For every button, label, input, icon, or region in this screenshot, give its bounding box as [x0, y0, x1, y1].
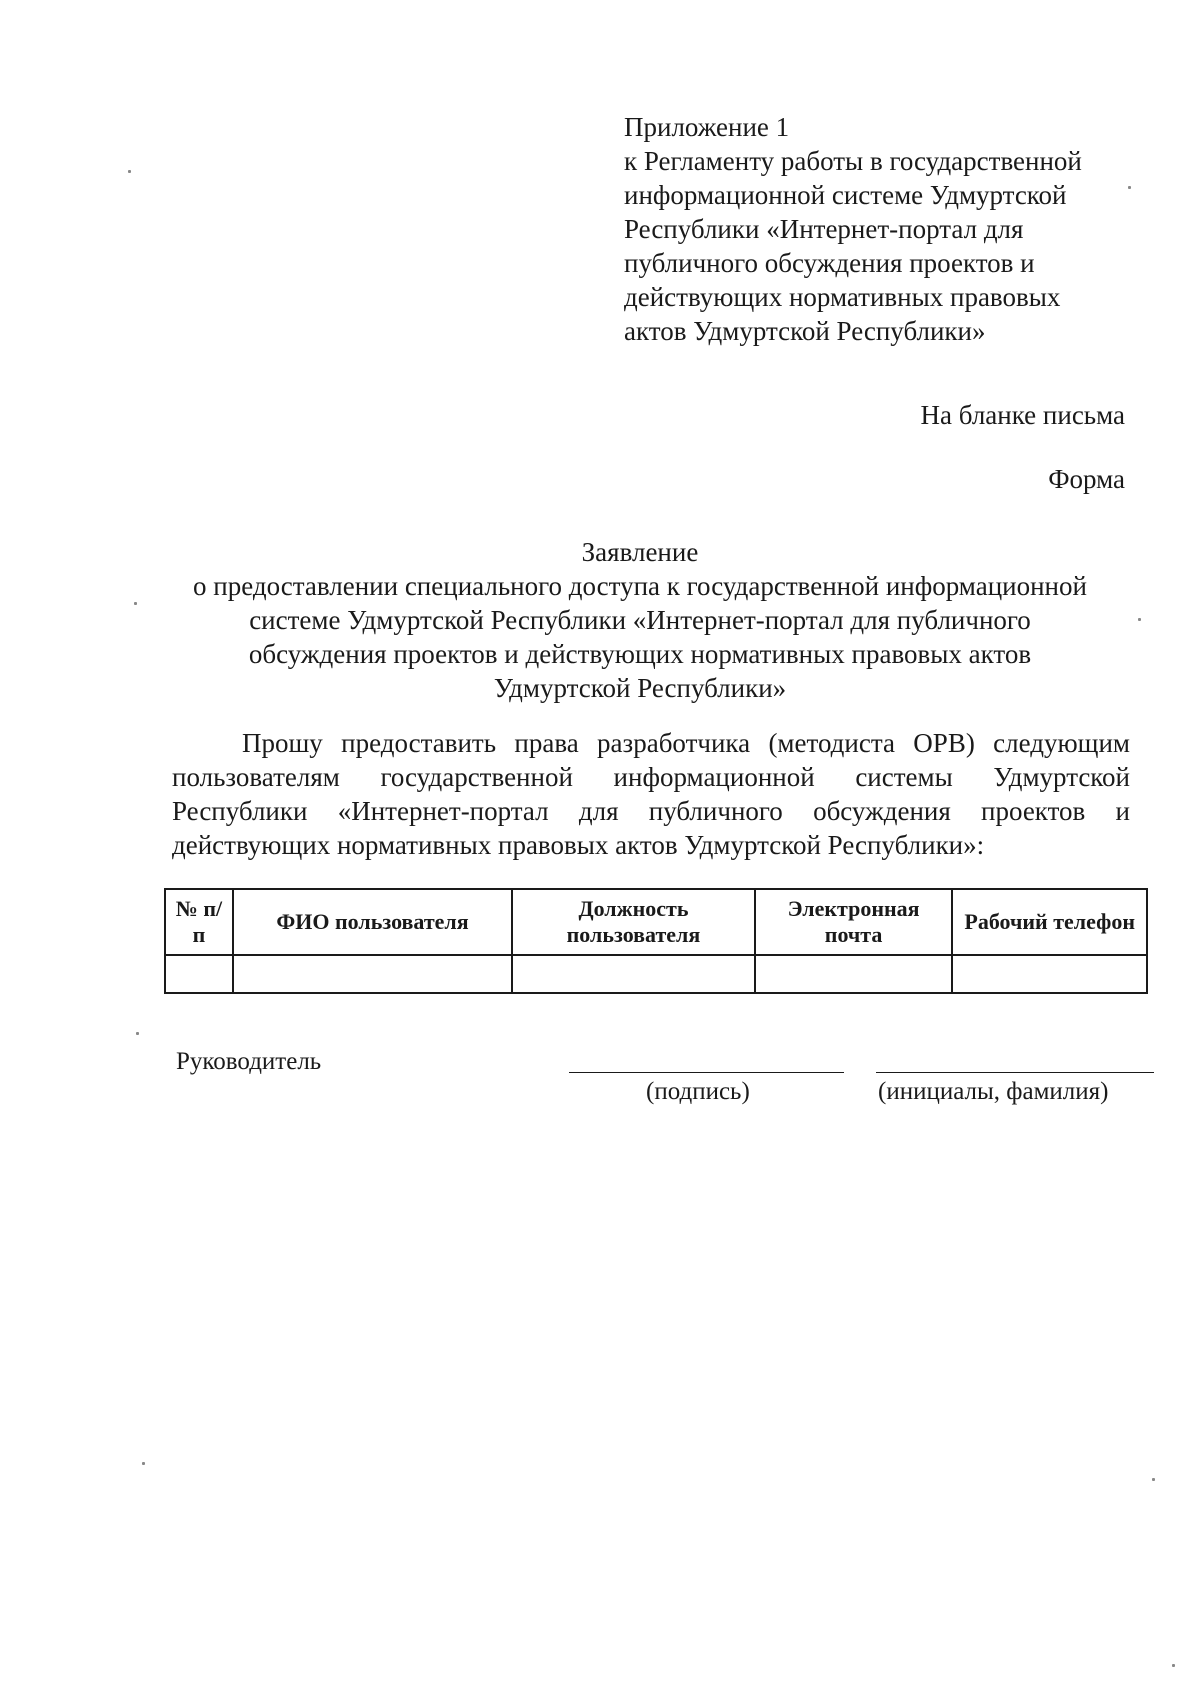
signature-line: [569, 1072, 844, 1073]
appendix-line: Республики «Интернет-портал для: [624, 214, 1024, 244]
scan-speck: [142, 1462, 145, 1465]
signature-block: [176, 1040, 1156, 1120]
title-line: Удмуртской Республики»: [493, 673, 787, 703]
col-position-header: Должность пользователя: [512, 889, 755, 955]
title-line: обсуждения проектов и действующих нормативных правовых актов: [248, 639, 1032, 669]
scan-speck: [128, 170, 131, 173]
title-line: о предоставлении специального доступа к государственной информационной: [193, 571, 1087, 601]
col-email-header: Электронная почта: [755, 889, 953, 955]
scan-speck: [1172, 1664, 1175, 1667]
scan-speck: [1152, 1478, 1155, 1481]
users-table: [164, 888, 1148, 994]
title-line: системе Удмуртской Республики «Интернет-портал для публичного: [249, 605, 1031, 635]
table-cell: [233, 955, 512, 993]
appendix-block: [624, 110, 1144, 348]
scan-speck: [136, 1032, 139, 1035]
document-title: [150, 535, 1130, 705]
table-header-row: [165, 889, 1147, 955]
request-paragraph: Прошу предоставить права разработчика (методиста ОРВ) следующим пользователям государственной информационной системы Удмуртской Республики «Интернет-портал для публичного обсуждения проектов и действующих нормативных правовых актов Удмуртской Республики»:: [172, 728, 1130, 860]
appendix-line: Приложение 1: [624, 112, 790, 142]
name-line: [876, 1072, 1154, 1073]
col-name-header: ФИО пользователя: [233, 889, 512, 955]
scan-speck: [1128, 186, 1131, 189]
col-number-header: № п/п: [165, 889, 233, 955]
table-cell: [165, 955, 233, 993]
signatory-title: Руководитель: [176, 1048, 322, 1075]
table-row: [165, 955, 1147, 993]
appendix-line: к Регламенту работы в государственной: [624, 146, 1082, 176]
table-cell: [952, 955, 1147, 993]
form-note: Форма: [1048, 464, 1125, 494]
table-cell: [512, 955, 755, 993]
appendix-line: публичного обсуждения проектов и: [624, 248, 1035, 278]
table-cell: [755, 955, 953, 993]
appendix-line: актов Удмуртской Республики»: [624, 316, 986, 346]
appendix-line: действующих нормативных правовых: [624, 282, 1061, 312]
appendix-line: информационной системе Удмуртской: [624, 180, 1067, 210]
title-line: Заявление: [581, 537, 699, 567]
scan-speck: [134, 602, 137, 605]
signature-caption: (подпись): [646, 1078, 750, 1105]
letterhead-note: На бланке письма: [920, 400, 1125, 430]
scan-speck: [1138, 618, 1141, 621]
col-phone-header: Рабочий телефон: [952, 889, 1147, 955]
name-caption: (инициалы, фамилия): [878, 1078, 1109, 1105]
